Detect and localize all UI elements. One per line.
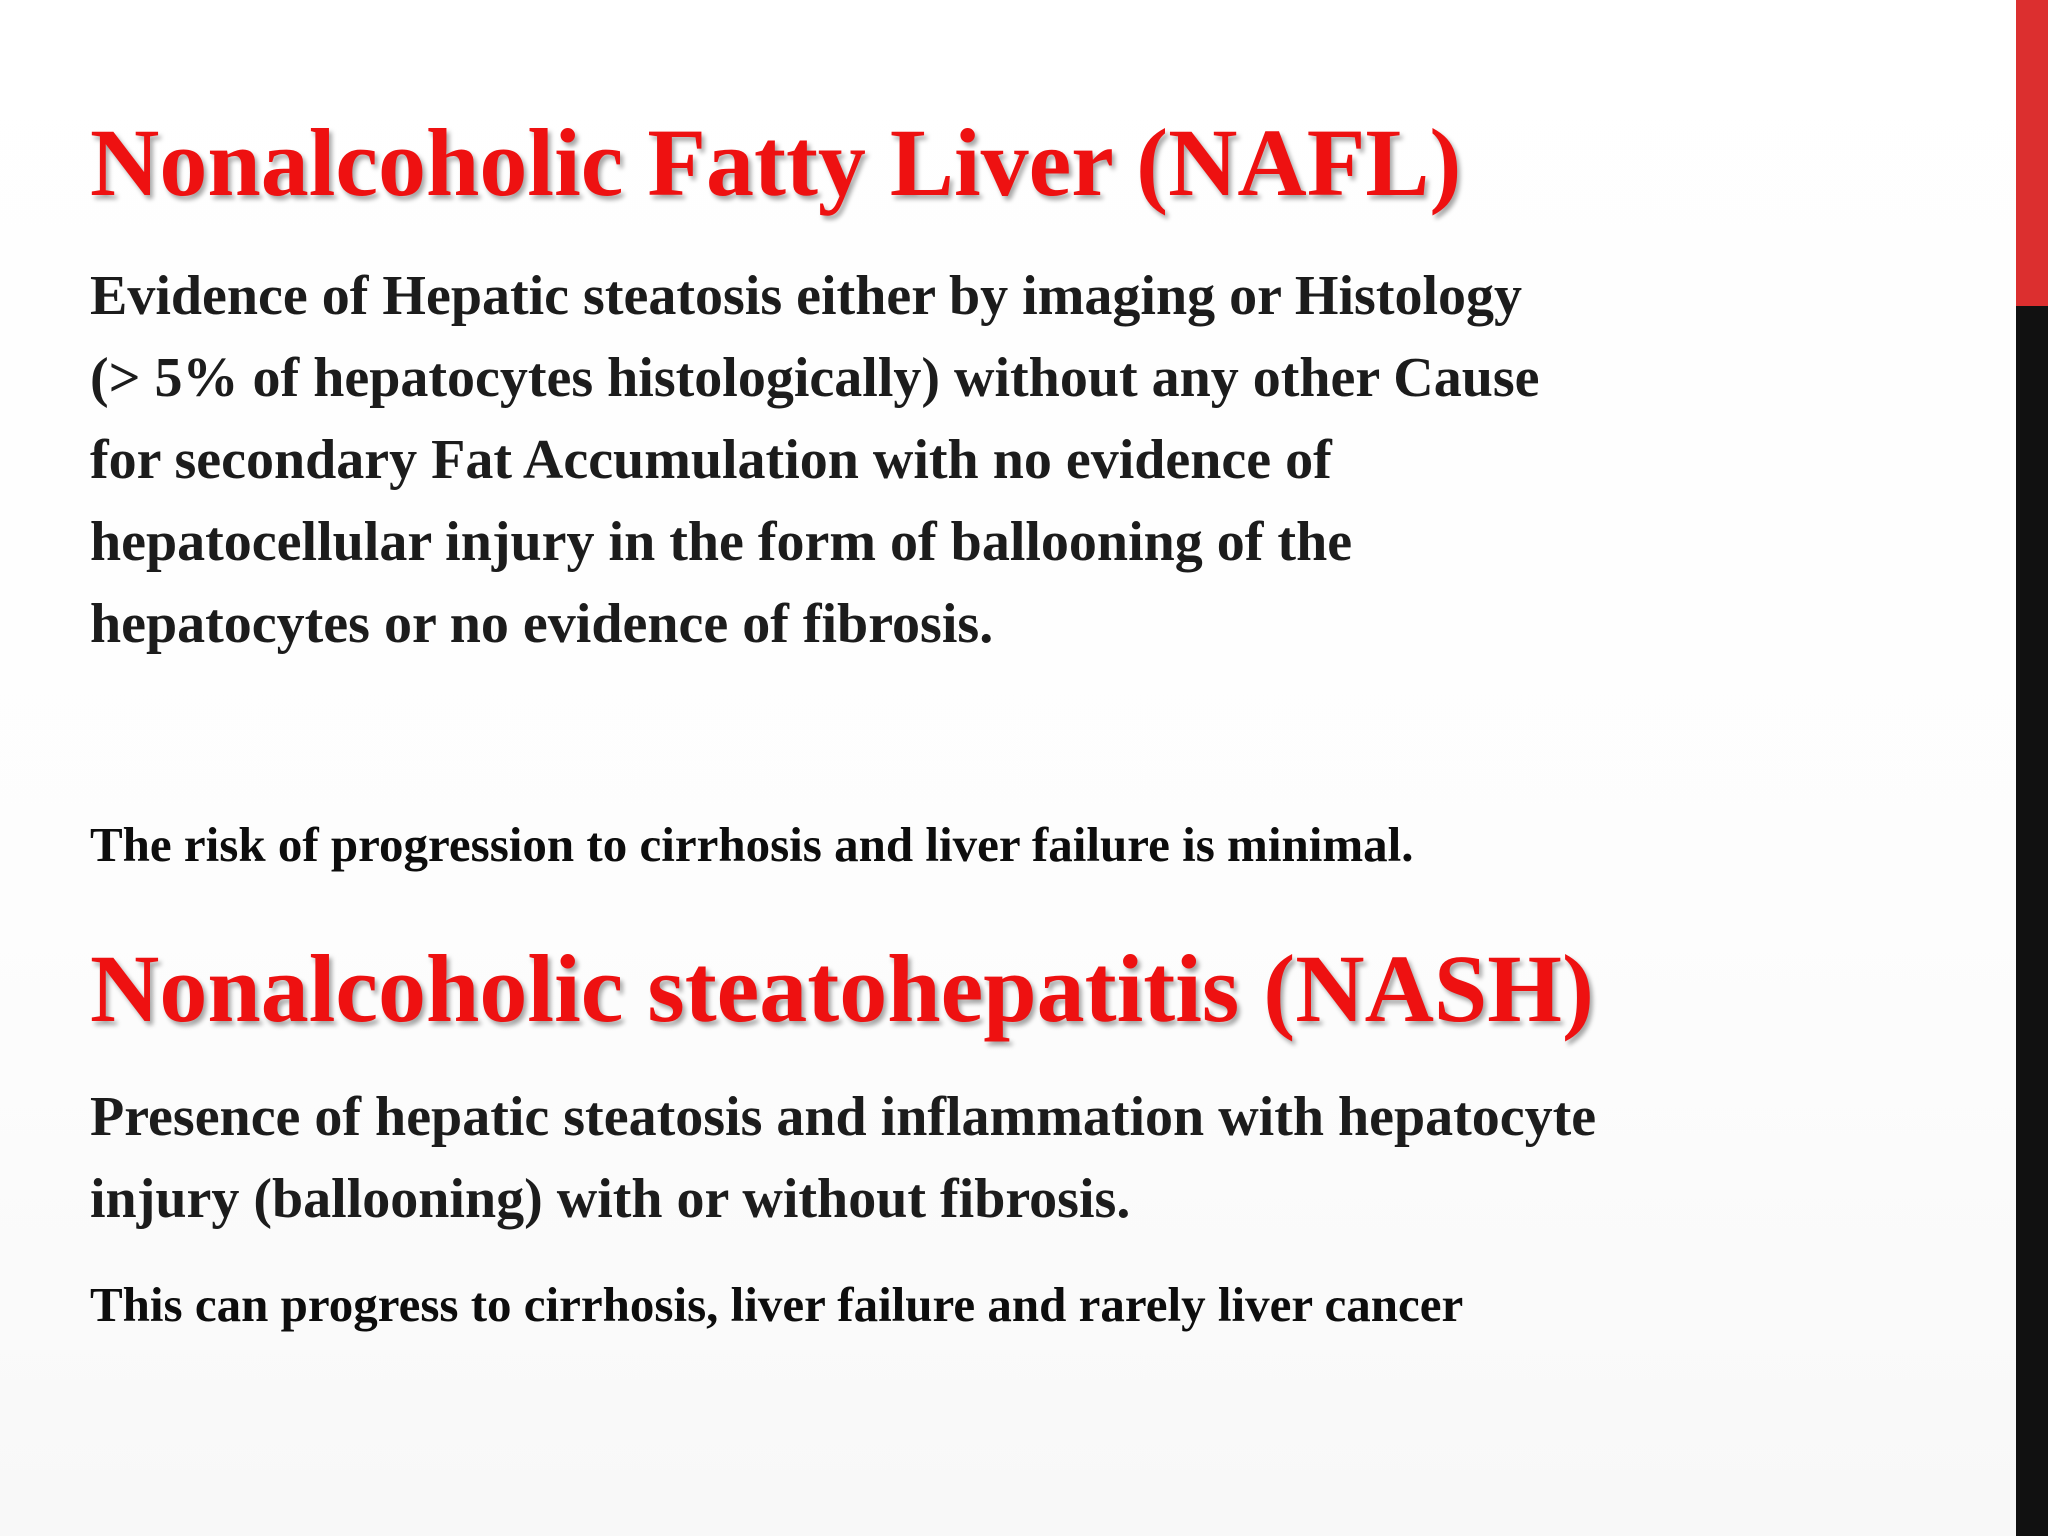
nafl-definition-line: hepatocytes or no evidence of fibrosis. [90, 593, 994, 655]
nash-definition-line: injury (ballooning) with or without fibrosis. [90, 1168, 1131, 1230]
nafl-definition-line: hepatocellular injury in the form of ballooning of the [90, 511, 1353, 573]
accent-bar-red [2016, 0, 2048, 306]
nafl-definition [90, 255, 1540, 665]
nafl-definition-line: Evidence of Hepatic steatosis either by imaging or Histology [90, 265, 1523, 327]
accent-bar-dark [2016, 306, 2048, 1536]
nafl-definition-line: for secondary Fat Accumulation with no evidence of [90, 429, 1332, 491]
nash-definition-line: Presence of hepatic steatosis and inflammation with hepatocyte [90, 1086, 1597, 1148]
nash-heading: Nonalcoholic steatohepatitis (NASH) [90, 935, 1594, 1042]
nafl-heading: Nonalcoholic Fatty Liver (NAFL) [90, 109, 1462, 216]
nash-risk-note: This can progress to cirrhosis, liver failure and rarely liver cancer [90, 1277, 1464, 1332]
nafl-risk-note: The risk of progression to cirrhosis and liver failure is minimal. [90, 817, 1414, 872]
nash-definition [90, 1076, 1596, 1240]
nafl-definition-line: (> 5% of hepatocytes histologically) without any other Cause [90, 347, 1540, 409]
